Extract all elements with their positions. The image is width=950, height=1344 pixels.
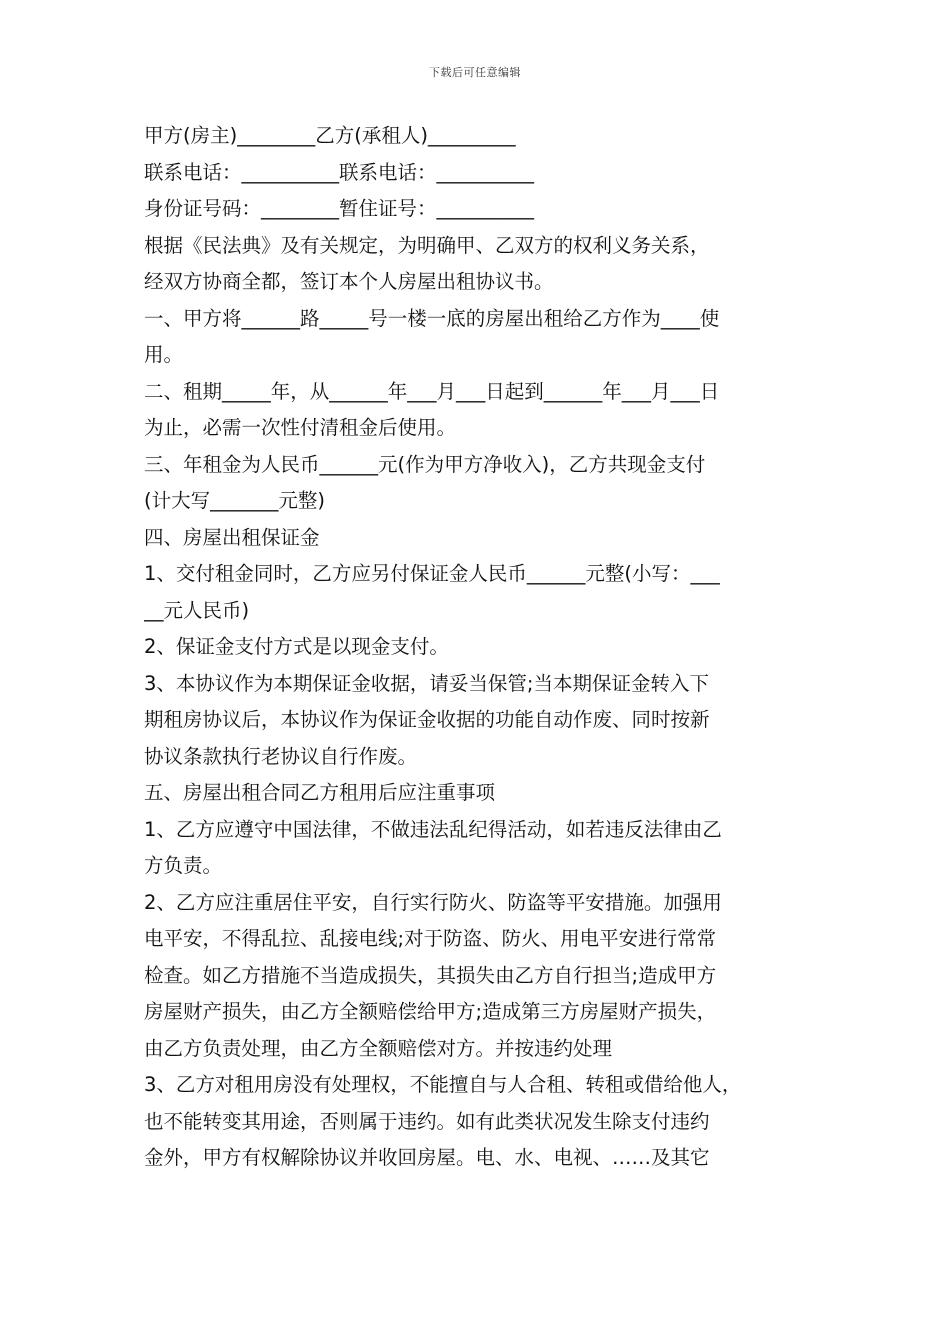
text-line: 1、乙方应遵守中国法律，不做违法乱纪得活动，如若违反法律由乙 — [144, 817, 722, 841]
text-line: 检查。如乙方措施不当造成损失，其损失由乙方自行担当;造成甲方 — [144, 963, 717, 987]
contract-body — [144, 118, 814, 1177]
text-line: 用。 — [144, 343, 184, 366]
text-line: 金外，甲方有权解除协议并收回房屋。电、水、电视、……及其它 — [144, 1146, 710, 1169]
text-line: 身份证号码：________暂住证号：__________ — [144, 197, 535, 220]
section-heading: 五、房屋出租合同乙方租用后应注重事项 — [144, 781, 496, 804]
page-header-note: 下载后可任意编辑 — [429, 66, 521, 79]
text-line: 也不能转变其用途，否则属于违约。如有此类状况发生除支付违约 — [144, 1109, 710, 1133]
text-line: 二、租期_____年，从______年___月___日起到______年___月___日 — [144, 379, 720, 403]
text-line: 3、本协议作为本期保证金收据，请妥当保管;当本期保证金转入下 — [144, 671, 709, 695]
text-line: 一、甲方将______路_____号一楼一底的房屋出租给乙方作为____使 — [144, 306, 720, 330]
text-line: 期租房协议后，本协议作为保证金收据的功能自动作废、同时按新 — [144, 708, 710, 731]
text-line: 甲方(房主)________乙方(承租人)_________ — [144, 124, 516, 147]
text-line: 方负责。 — [144, 854, 223, 877]
text-line: 经双方协商全都，签订本个人房屋出租协议书。 — [144, 270, 554, 293]
text-line: __元人民币) — [144, 598, 250, 622]
text-line: (计大写_______元整) — [144, 489, 325, 512]
text-line: 为止，必需一次性付清租金后使用。 — [144, 416, 457, 439]
text-line: 根据《民法典》及有关规定，为明确甲、乙双方的权利义务关系， — [144, 233, 710, 257]
text-line: 由乙方负责处理，由乙方全额赔偿对方。并按违约处理 — [144, 1036, 613, 1060]
text-line: 电平安，不得乱拉、乱接电线;对于防盗、防火、用电平安进行常常 — [144, 927, 717, 950]
text-line: 三、年租金为人民币______元(作为甲方净收入)，乙方共现金支付 — [144, 452, 706, 476]
section-heading: 四、房屋出租保证金 — [144, 525, 320, 549]
text-line: 1、交付租金同时，乙方应另付保证金人民币______元整(小写：___ — [144, 562, 720, 585]
text-line: 房屋财产损失，由乙方全额赔偿给甲方;造成第三方房屋财产损失， — [144, 1000, 717, 1023]
text-line: 联系电话：__________联系电话：__________ — [144, 160, 535, 184]
text-line: 2、保证金支付方式是以现金支付。 — [144, 635, 449, 658]
text-line: 协议条款执行老协议自行作废。 — [144, 744, 418, 768]
text-line: 3、乙方对租用房没有处理权，不能擅自与人合租、转租或借给他人， — [144, 1073, 742, 1096]
text-line: 2、乙方应注重居住平安，自行实行防火、防盗等平安措施。加强用 — [144, 890, 722, 914]
